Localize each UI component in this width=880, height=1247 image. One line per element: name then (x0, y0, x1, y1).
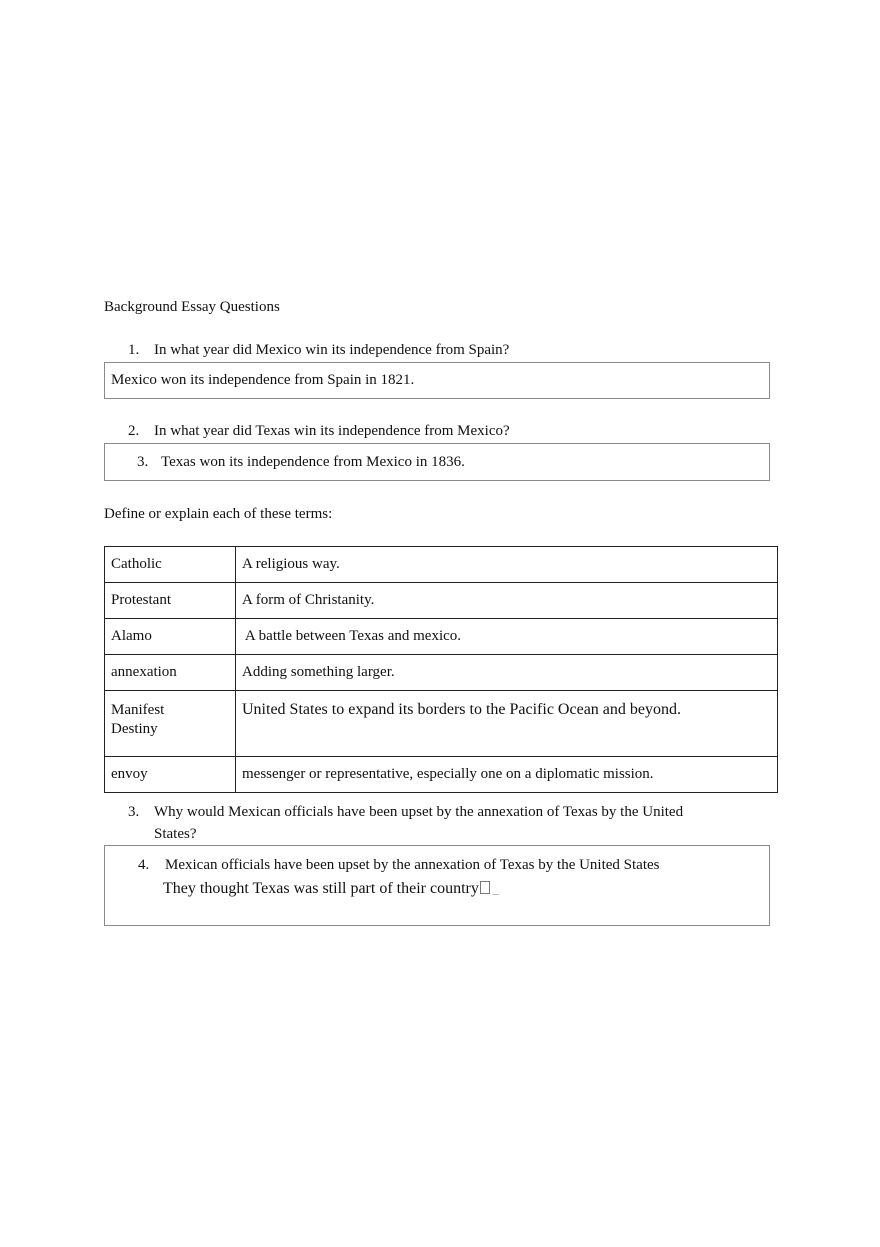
question-2 (128, 423, 510, 440)
table-row (105, 691, 778, 757)
term-line-1: Manifest (111, 702, 165, 718)
section-heading: Background Essay Questions (104, 299, 280, 315)
term-cell: Protestant (105, 583, 236, 619)
question-3-text-line1: Why would Mexican officials have been upset by the annexation of Texas by the United (154, 804, 684, 820)
term-cell: Alamo (105, 619, 236, 655)
answer-box-1[interactable] (104, 362, 770, 399)
answer-2-number: 3. (137, 454, 149, 470)
trailing-mark: _ (492, 882, 499, 896)
missing-glyph-icon (480, 881, 490, 894)
table-row (105, 583, 778, 619)
definition-cell[interactable]: Adding something larger. (236, 655, 778, 691)
question-1 (128, 342, 509, 359)
answer-3-text-line1: Mexican officials have been upset by the annexation of Texas by the United States (165, 857, 660, 873)
term-cell (105, 691, 236, 757)
definition-cell[interactable]: A battle between Texas and mexico. (236, 619, 778, 655)
answer-3-line1 (138, 857, 660, 874)
question-3 (128, 804, 683, 821)
question-2-text: In what year did Texas win its independence from Mexico? (154, 423, 510, 439)
definition-cell[interactable]: A form of Christanity. (236, 583, 778, 619)
table-row (105, 619, 778, 655)
question-1-number: 1. (128, 342, 140, 358)
answer-1-text: Mexico won its independence from Spain in 1821. (111, 372, 415, 388)
question-1-text: In what year did Mexico win its independence from Spain? (154, 342, 510, 358)
answer-2-line (137, 454, 465, 471)
terms-table (104, 546, 778, 793)
table-row (105, 757, 778, 793)
definition-cell[interactable]: messenger or representative, especially one on a diplomatic mission. (236, 757, 778, 793)
term-cell: envoy (105, 757, 236, 793)
define-prompt: Define or explain each of these terms: (104, 506, 333, 522)
answer-3-line2 (163, 880, 499, 898)
term-line-2: Destiny (111, 721, 158, 737)
answer-box-2[interactable] (104, 443, 770, 481)
answer-3-number: 4. (138, 857, 150, 873)
answer-2-text: Texas won its independence from Mexico in 1836. (161, 454, 465, 470)
term-cell: annexation (105, 655, 236, 691)
question-3-number: 3. (128, 804, 140, 820)
definition-cell[interactable]: A religious way. (236, 547, 778, 583)
question-3-text-line2: States? (154, 826, 197, 842)
table-row (105, 655, 778, 691)
definition-cell[interactable]: United States to expand its borders to the Pacific Ocean and beyond. (236, 691, 778, 757)
answer-3-text-line2: They thought Texas was still part of their country (163, 880, 479, 897)
table-row (105, 547, 778, 583)
term-cell: Catholic (105, 547, 236, 583)
answer-box-3[interactable] (104, 845, 770, 926)
question-2-number: 2. (128, 423, 140, 439)
